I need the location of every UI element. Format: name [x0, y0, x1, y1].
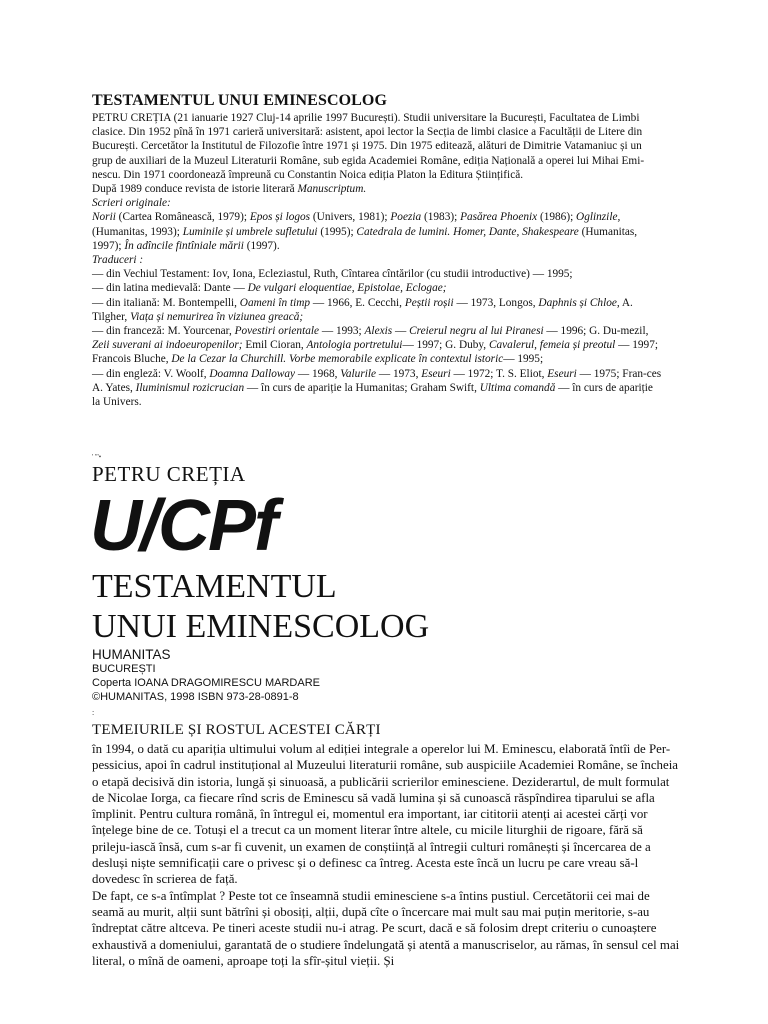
- translation-run: — 1973,: [376, 367, 422, 380]
- original-writing-run: Luminile și umbrele sufletului: [182, 225, 318, 238]
- translation-run: Iluminismul rozicrucian: [135, 381, 245, 394]
- translation-run: — 1975; Fran-ces A. Yates,: [92, 367, 662, 394]
- translation-run: Daphnis și Chloe,: [538, 296, 620, 309]
- section-mark: :: [92, 708, 95, 717]
- translation-run: Peștii roșii: [404, 296, 454, 309]
- bio-after-1989-text: După 1989 conduce revista de istorie literară: [92, 183, 298, 196]
- copyright-line: ©HUMANITAS, 1998 ISBN 973-28-0891-8: [92, 691, 299, 703]
- translation-run: Oameni în timp: [239, 296, 311, 309]
- original-writing-run: Epos și logos: [249, 211, 311, 224]
- translation-run: De la Cezar la Churchill. Vorbe memorabile explicate în contextul istoric: [171, 353, 504, 366]
- translation-run: Valurile: [340, 367, 377, 380]
- translation-line: [92, 367, 662, 410]
- translation-run: Antologia portretului: [306, 339, 403, 352]
- translation-run: De vulgari eloquentiae, Epistolae, Eclogae;: [247, 282, 447, 295]
- translation-run: — din latina medievală: Dante —: [92, 282, 248, 295]
- translation-run: — din italiană: M. Bontempelli,: [92, 296, 240, 309]
- translation-run: Zeii suverani ai indoeuropenilor;: [92, 339, 243, 352]
- bio-after-1989: [92, 182, 662, 196]
- translation-run: — 1966, E. Cecchi,: [310, 296, 405, 309]
- translations-heading: [92, 253, 662, 267]
- original-writing-run: Pasărea Phoenix: [460, 211, 538, 224]
- publisher-city: BUCUREȘTI: [92, 663, 156, 675]
- translation-run: Creierul negru al lui Piranesi: [409, 325, 544, 338]
- original-writing-run: (Univers, 1981);: [310, 211, 391, 224]
- original-writing-run: Catedrala de lumini. Homer, Dante, Shakespeare: [356, 225, 579, 238]
- translation-run: Doamna Dalloway: [209, 367, 296, 380]
- translation-line: [92, 281, 662, 295]
- cover-credit: Coperta IOANA DRAGOMIRESCU MARDARE: [92, 677, 320, 689]
- translation-line: [92, 296, 662, 324]
- translation-run: — 1973, Longos,: [453, 296, 539, 309]
- cover-author: PETRU CREȚIA: [92, 462, 246, 486]
- translation-run: Cavalerul, femeia și preotul: [488, 339, 616, 352]
- original-writings-label: Scrieri originale:: [92, 197, 171, 210]
- cover-title: [92, 567, 429, 647]
- translation-run: — din Vechiul Testament: Iov, Iona, Ecleziastul, Ruth, Cîntarea cîntărilor (cu studii introductive) — 1995;: [92, 268, 573, 281]
- translation-run: Eseuri: [547, 367, 577, 380]
- cover-title-line-2: UNUI EMINESCOLOG: [92, 608, 430, 645]
- original-writing-run: Oglinzile,: [576, 211, 621, 224]
- translations-label: Traduceri :: [92, 254, 144, 267]
- original-writings-heading: [92, 196, 662, 210]
- chapter-heading: TEMEIURILE ȘI ROSTUL ACESTEI CĂRȚI: [92, 722, 381, 738]
- translation-line: [92, 267, 662, 281]
- translation-run: — 1972; T. S. Eliot,: [450, 367, 548, 380]
- translation-run: Emil Cioran,: [242, 339, 307, 352]
- original-writing-run: (Cartea Românească, 1979);: [115, 211, 250, 224]
- bio-journal-name: Manuscriptum.: [297, 183, 367, 196]
- bio-intro: PETRU CREȚIA (21 ianuarie 1927 Cluj-14 aprilie 1997 București). Studii universitare la București, Facultatea de Limbi clasice. Din 1952 pînă în 1971 carieră universitară: asistent, apoi lector la Secția de limbi clasice a Facultății de Litere din București. Cercetător la Institutul de Filozofie între 1971 și 1975. Din 1975 editează, alături de Dimitrie Vatamaniuc și un grup de auxiliari de la Muzeul Literaturii Române, sub egida Academiei Române, ediția Națională a operei lui Mihai Emi-nescu. Din 1971 coordonează împreună cu Constantin Noica ediția Platon la Editura Științifică.: [92, 112, 645, 181]
- translation-run: — din franceză: M. Yourcenar,: [92, 325, 235, 338]
- publisher-info: [92, 648, 320, 704]
- original-writing-run: (1995);: [317, 225, 357, 238]
- translation-run: — din engleză: V. Woolf,: [92, 367, 210, 380]
- translation-run: Viața și nemurirea în viziunea greacă;: [130, 310, 304, 323]
- original-writing-run: În adîncile fintîniale mării: [124, 239, 244, 252]
- translation-run: — în curs de apariție la Univers.: [92, 381, 653, 409]
- original-writings-list: [92, 210, 662, 253]
- translation-run: — 1993;: [319, 325, 365, 338]
- original-writing-run: (Humanitas, 1993);: [92, 225, 183, 238]
- translation-run: — în curs de apariție la Humanitas; Graham Swift,: [244, 381, 480, 394]
- translation-run: — 1968,: [295, 367, 341, 380]
- translation-run: — 1997; Francois Bluche,: [92, 339, 658, 366]
- translation-line: [92, 324, 662, 367]
- translation-run: Povestiri orientale: [234, 325, 320, 338]
- translation-run: Eseuri: [421, 367, 451, 380]
- chapter-paragraph-1: în 1994, o dată cu apariția ultimului volum al ediției integrale a operelor lui M. Eminescu, elaborată întîi de Per-pessicius, apoi în cadrul instituțional al Muzeului literaturii române, sub auspiciile Academiei Române, se încheia o etapă decisivă din istoria, lungă și sinuoasă, a publicării scrierilor eminesciene. Deziderartul, de mult formulat de Nicolae Iorga, ca fiecare rînd scris de Eminescu să vadă lumina și să cunoască răspîndirea tiparului se afla împlinit. Pentru cultura română, în întregul ei, momentul era important, iar cititorii atenți ai acestei cărți vor înțelege bine de ce. Totuși el a trecut ca un moment literar între altele, cu micile liturghii de rigoare, fără să prileju-iască însă, cum s-ar fi cuvenit, un examen de conștiință al întregii culturi românești și încercarea de a desluși niște semnificații care o privesc și o definesc ca întreg. Acesta este încă un lucru pe care vreau să-l dovedesc în scrierea de față.: [92, 742, 679, 887]
- original-writing-run: Poezia: [390, 211, 422, 224]
- translations-list: [92, 267, 662, 409]
- header-title: TESTAMENTUL UNUI EMINESCOLOG: [92, 92, 388, 109]
- cover-title-line-1: TESTAMENTUL: [92, 568, 337, 605]
- stray-mark: ' '''•: [92, 453, 102, 461]
- publisher-name: HUMANITAS: [92, 647, 171, 662]
- original-writing-run: (1983);: [421, 211, 461, 224]
- translation-run: —: [392, 325, 410, 338]
- translation-run: Alexis: [364, 325, 393, 338]
- original-writing-run: Norii: [92, 211, 116, 224]
- original-writing-run: (Humanitas, 1997);: [92, 225, 638, 252]
- translation-run: Ultima comandă: [479, 381, 556, 394]
- translation-run: — 1997; G. Duby,: [402, 339, 489, 352]
- cover-logo: U/CPf: [90, 486, 276, 566]
- translation-run: — 1995;: [503, 353, 544, 366]
- chapter-paragraph-2: De fapt, ce s-a întîmplat ? Peste tot ce înseamnă studii eminesciene s-a întins pustiul. Cercetătorii cei mai de seamă au murit, alții sunt bătrîni și obosiți, alții, după cîte o încercare mai mult sau mai puțin meritorie, s-au îndreptat către altceva. Pe tineri aceste studii nu-i atrag. Pe scurt, dacă e să folosim drept criteriu o cunoaștere exhaustivă a domeniului, garantată de o studiere îndelungată și atentă a manuscriselor, au rămas, în sensul cel mai literal, o mînă de oameni, aproape toți la sfîr-șitul vieții. Și: [92, 888, 680, 968]
- original-writing-run: (1986);: [537, 211, 577, 224]
- translation-run: — 1996; G. Du-mezil,: [543, 325, 649, 338]
- translation-run: A. Tilgher,: [92, 296, 633, 323]
- author-bio: [92, 111, 662, 409]
- chapter-body: [92, 741, 682, 969]
- original-writing-run: (1997).: [243, 239, 280, 252]
